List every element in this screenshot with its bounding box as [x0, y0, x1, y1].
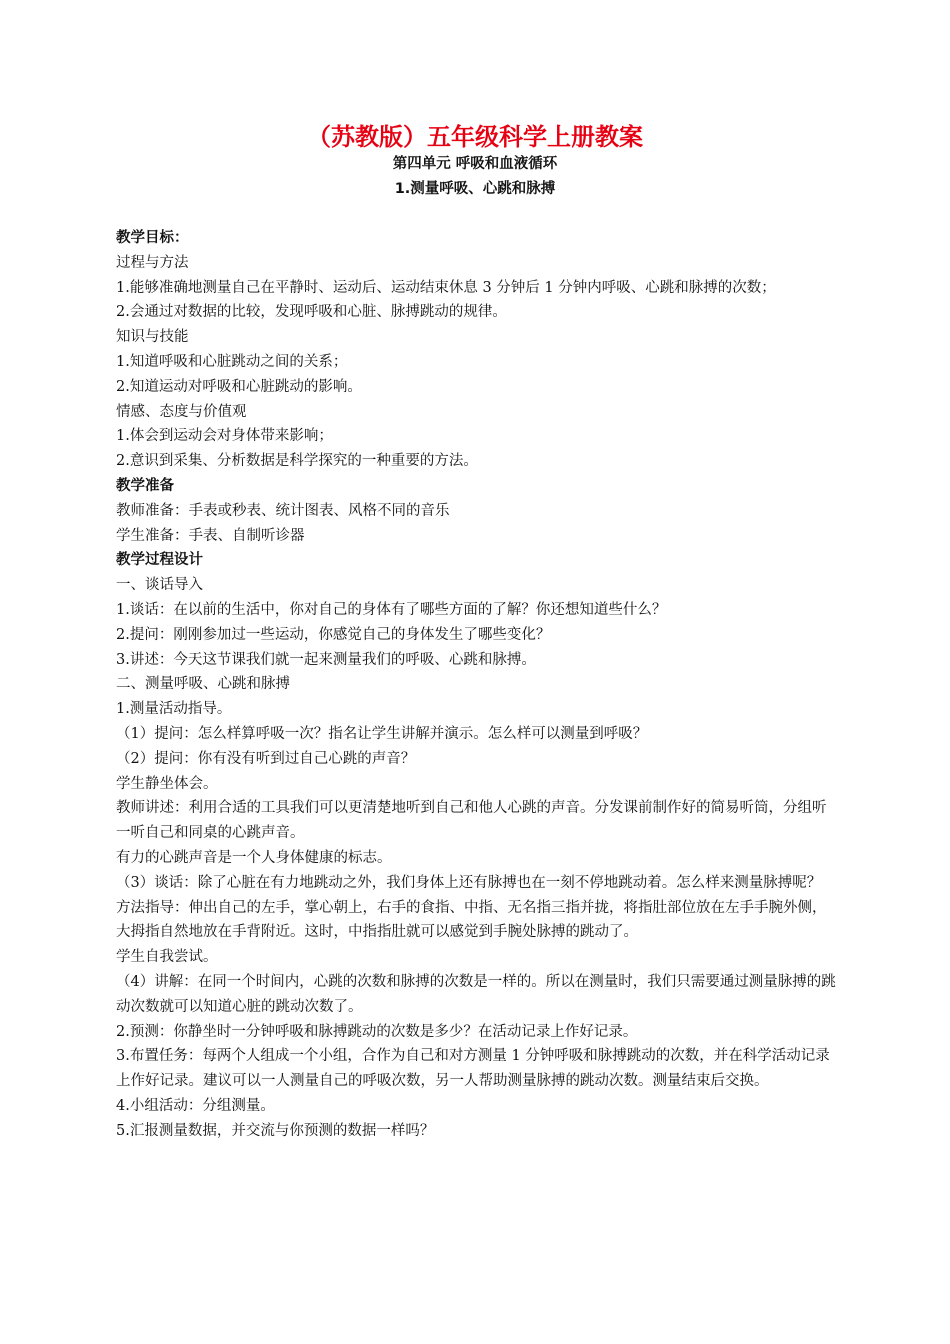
paragraph: 1.知道呼吸和心脏跳动之间的关系； — [116, 353, 348, 370]
part2-heading: 二、测量呼吸、心跳和脉搏 — [116, 676, 290, 693]
paragraph: 3.布置任务：每两个人组成一个小组，合作为自己和对方测量 1 分钟呼吸和脉搏跳动的次数，并在科学活动记录上作好记录。建议可以一人测量自己的呼吸次数，另一人帮助测量脉搏的跳动次数。测量结束后交换。 — [116, 1048, 830, 1090]
document-title: （苏教版）五年级科学上册教案 — [307, 123, 643, 151]
process-heading: 教学过程设计 — [116, 552, 203, 569]
paragraph: 有力的心跳声音是一个人身体健康的标志。 — [116, 849, 392, 866]
paragraph: 2.会通过对数据的比较，发现呼吸和心脏、脉搏跳动的规律。 — [116, 304, 507, 321]
paragraph: 1.谈话：在以前的生活中，你对自己的身体有了哪些方面的了解？你还想知道些什么？ — [116, 601, 667, 618]
paragraph: 1.体会到运动会对身体带来影响； — [116, 428, 333, 445]
paragraph: 教师讲述：利用合适的工具我们可以更清楚地听到自己和他人心跳的声音。分发课前制作好的简易听筒，分组听一听自己和同桌的心跳声音。 — [116, 800, 827, 842]
process-method-heading: 过程与方法 — [116, 254, 189, 271]
paragraph: 3.讲述：今天这节课我们就一起来测量我们的呼吸、心跳和脉搏。 — [116, 651, 536, 668]
knowledge-skill-heading: 知识与技能 — [116, 329, 189, 346]
lesson-title: 1.测量呼吸、心跳和脉搏 — [394, 181, 556, 197]
paragraph: 5.汇报测量数据，并交流与你预测的数据一样吗？ — [116, 1122, 435, 1139]
part1-list — [116, 598, 840, 672]
part2-list — [116, 697, 840, 1143]
paragraph: （2）提问：你有没有听到过自己心跳的声音？ — [116, 750, 416, 767]
paragraph: 2.预测：你静坐时一分钟呼吸和脉搏跳动的次数是多少？在活动记录上作好记录。 — [116, 1023, 638, 1040]
goals-heading: 教学目标： — [116, 230, 189, 246]
part1-heading: 一、谈话导入 — [116, 577, 203, 594]
knowledge-skill-list — [116, 350, 840, 400]
paragraph: 2.提问：刚刚参加过一些运动，你感觉自己的身体发生了哪些变化？ — [116, 626, 551, 643]
paragraph: 方法指导：伸出自己的左手，掌心朝上，右手的食指、中指、无名指三指并拢，将指肚部位放在左手手腕外侧，大拇指自然地放在手背附近。这时，中指指肚就可以感觉到手腕处脉搏的跳动了。 — [116, 899, 827, 941]
paragraph: 学生静坐体会。 — [116, 775, 218, 792]
paragraph: （1）提问：怎么样算呼吸一次？指名让学生讲解并演示。怎么样可以测量到呼吸？ — [116, 725, 648, 742]
process-method-list — [116, 276, 840, 326]
paragraph: 1.测量活动指导。 — [116, 701, 232, 718]
unit-title: 第四单元 呼吸和血液循环 — [392, 156, 558, 172]
paragraph: （3）谈话：除了心脏在有力地跳动之外，我们身体上还有脉搏也在一刻不停地跳动着。怎么样来测量脉搏呢？ — [116, 874, 822, 891]
attitude-values-list — [116, 424, 840, 474]
student-prep: 学生准备：手表、自制听诊器 — [116, 527, 305, 544]
paragraph: 2.知道运动对呼吸和心脏跳动的影响。 — [116, 378, 362, 395]
teacher-prep: 教师准备：手表或秒表、统计图表、风格不同的音乐 — [116, 502, 450, 519]
attitude-values-heading: 情感、态度与价值观 — [116, 403, 247, 420]
document-body — [116, 226, 840, 1143]
paragraph: 2.意识到采集、分析数据是科学探究的一种重要的方法。 — [116, 453, 478, 470]
prep-heading: 教学准备 — [116, 477, 174, 494]
paragraph: （4）讲解：在同一个时间内，心跳的次数和脉搏的次数是一样的。所以在测量时，我们只需要通过测量脉搏的跳动次数就可以知道心脏的跳动次数了。 — [116, 973, 836, 1015]
paragraph: 学生自我尝试。 — [116, 949, 218, 966]
paragraph: 4.小组活动：分组测量。 — [116, 1097, 275, 1114]
paragraph: 1.能够准确地测量自己在平静时、运动后、运动结束休息 3 分钟后 1 分钟内呼吸、心跳和脉搏的次数； — [116, 279, 776, 296]
